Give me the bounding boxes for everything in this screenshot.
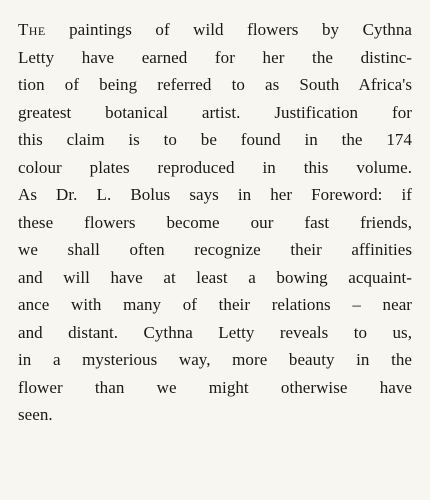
- text-line-9: we shall often recognize their affinities: [18, 240, 412, 259]
- text-line-3: tion of being referred to as South Africa's: [18, 75, 412, 94]
- text-line-12: and distant. Cythna Letty reveals to us,: [18, 322, 412, 342]
- opening-word: The: [18, 20, 46, 39]
- text-line-10: and will have at least a bowing acquaint-: [18, 267, 412, 287]
- text-line-1-rest: paintings of wild flowers by Cythna: [45, 20, 412, 39]
- text-line-13: in a mysterious way, more beauty in the: [18, 350, 412, 369]
- text-line-7: As Dr. L. Bolus says in her Foreword: if: [18, 185, 412, 204]
- text-line-15: seen.: [18, 405, 53, 424]
- text-line-11: ance with many of their relations – near: [18, 295, 412, 314]
- text-line-2: Letty have earned for her the distinc-: [18, 47, 412, 67]
- body-paragraph: [18, 16, 412, 429]
- text-line-5: this claim is to be found in the 174: [18, 130, 412, 149]
- text-line-8: these flowers become our fast friends,: [18, 212, 412, 232]
- text-line-4: greatest botanical artist. Justification for: [18, 102, 412, 122]
- text-line-6: colour plates reproduced in this volume.: [18, 157, 412, 177]
- text-line-14: flower than we might otherwise have: [18, 377, 412, 397]
- text-line-1: [18, 16, 412, 44]
